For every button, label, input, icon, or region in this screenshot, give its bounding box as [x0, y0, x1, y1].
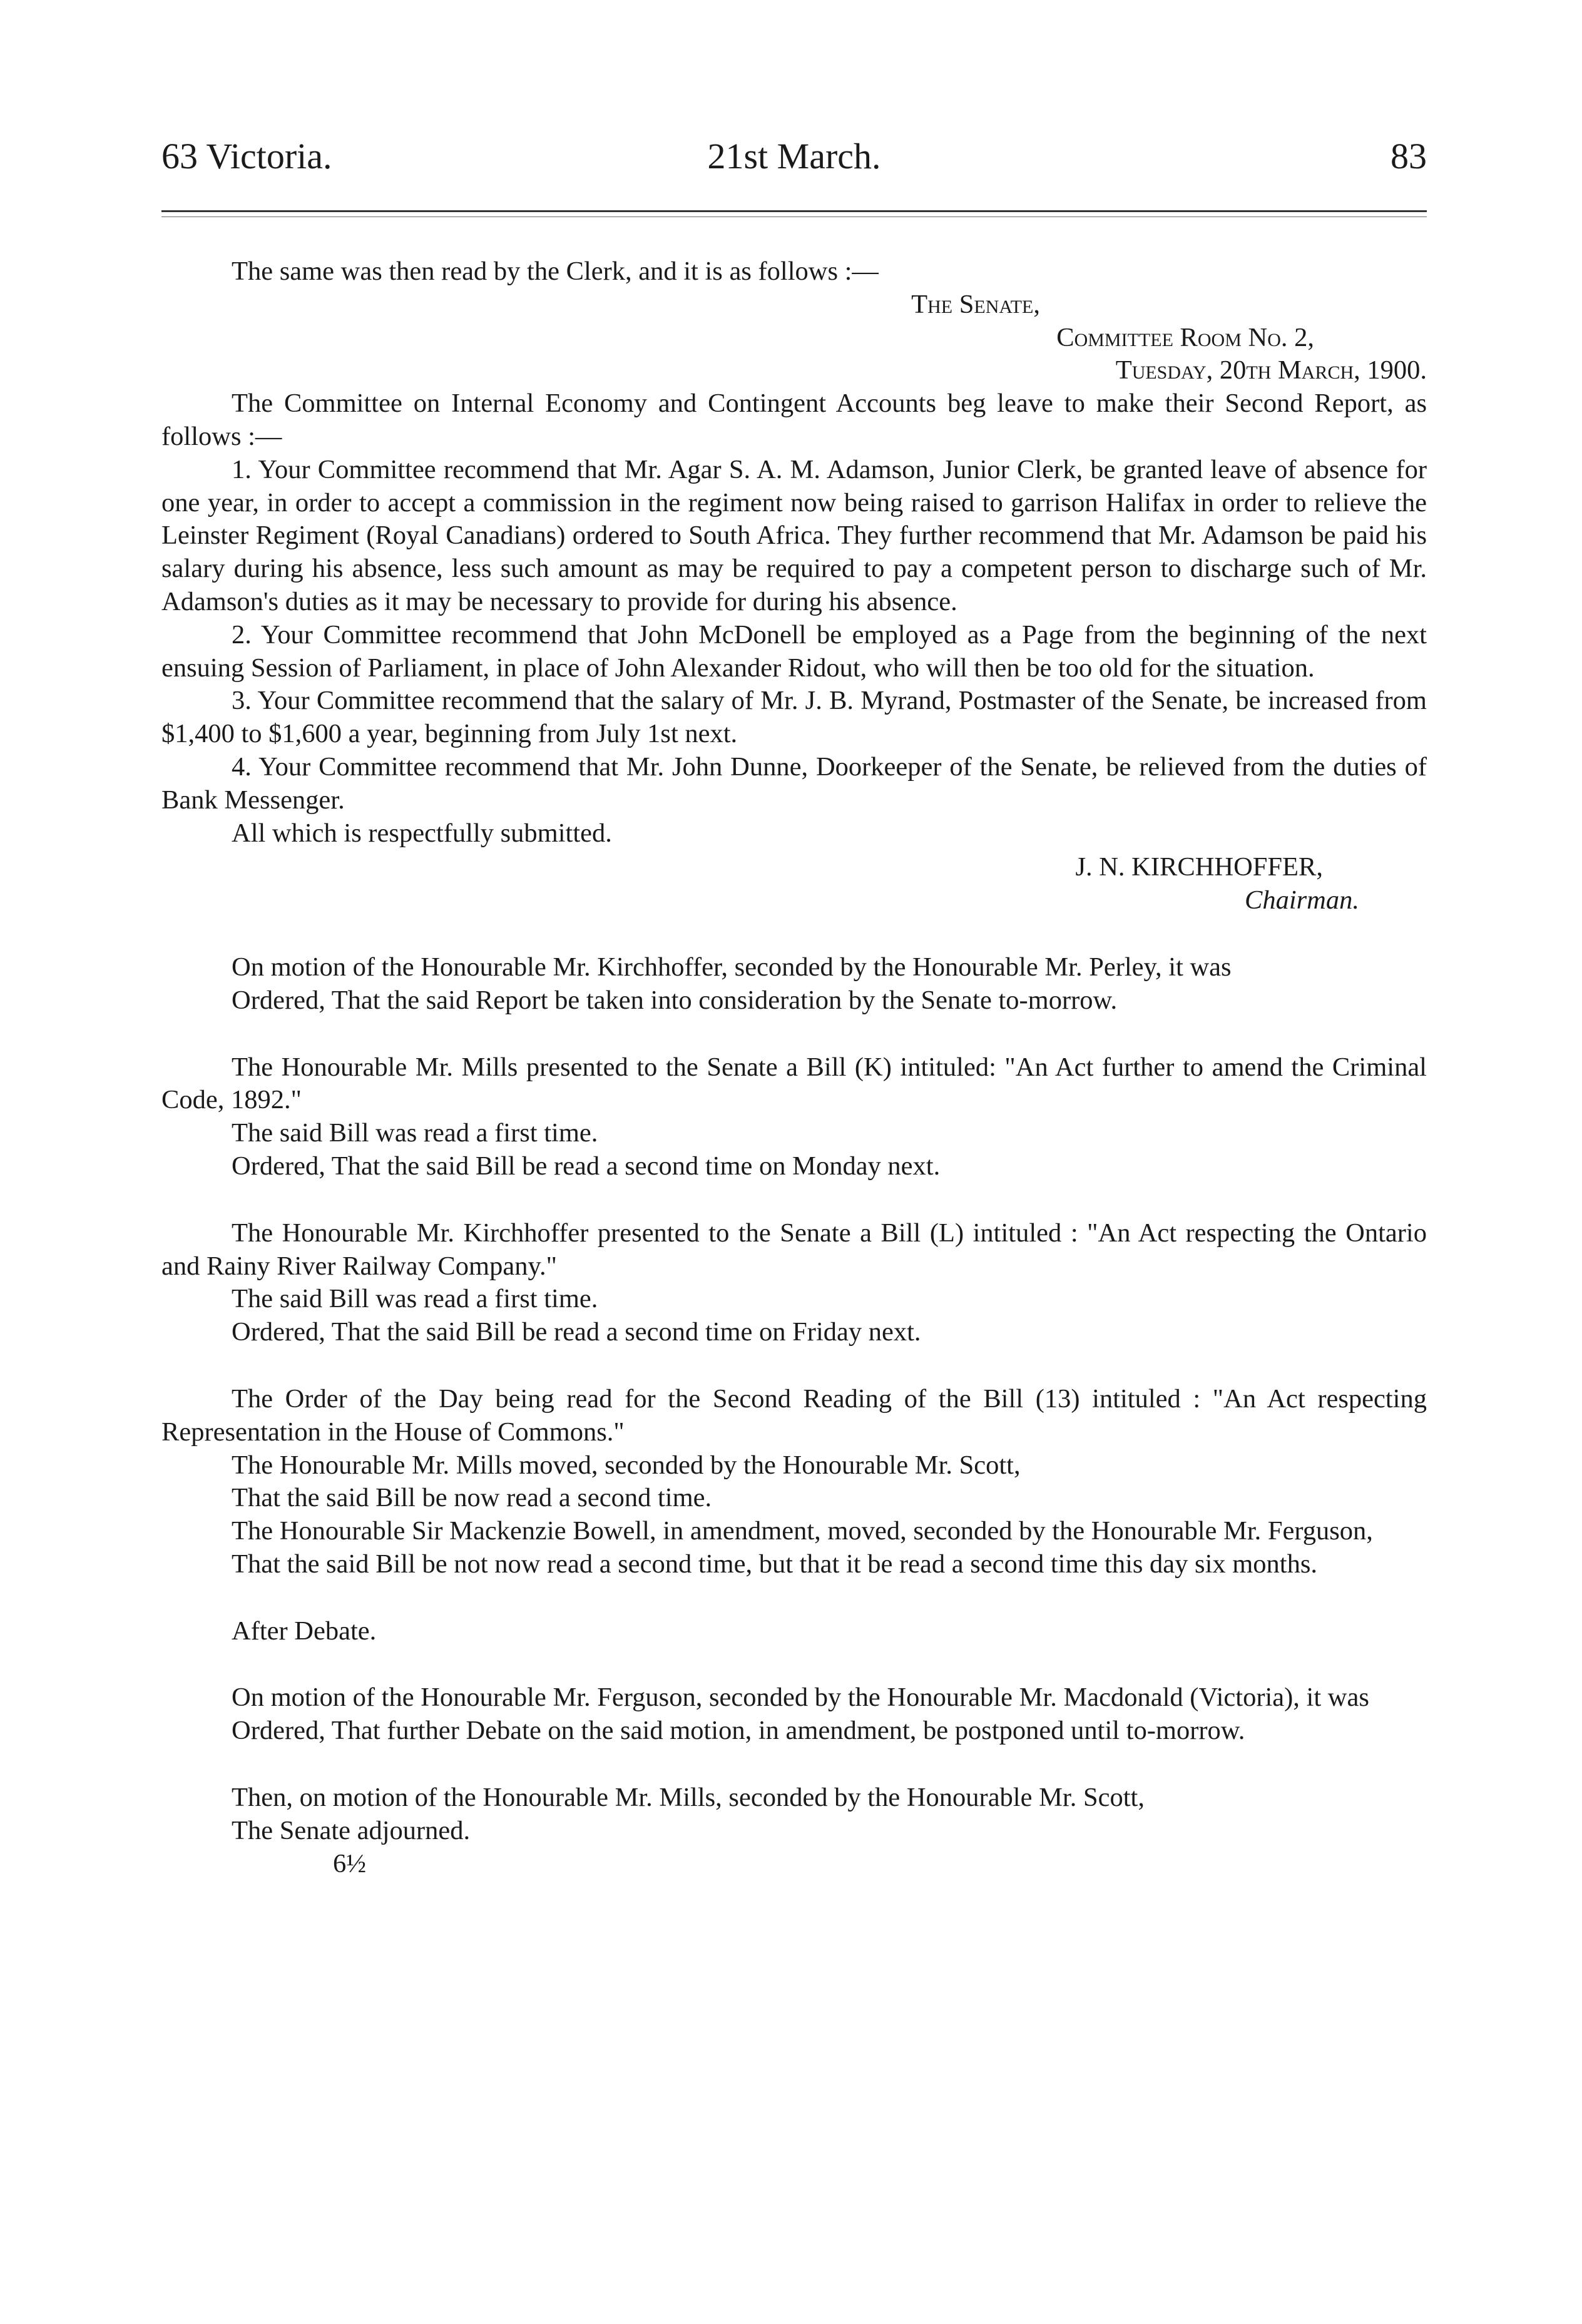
bill-l-read: The said Bill was read a first time. — [232, 1284, 598, 1314]
page — [161, 0, 1427, 2324]
report-item-3: 3. Your Committee recommend that the salary of Mr. J. B. Myrand, Postmaster of the Senate, be increased from $1,400 to $1,600 a year, beginning from July 1st next. — [161, 686, 1427, 749]
spacer — [161, 1748, 1427, 1781]
motion2-text: On motion of the Honourable Mr. Ferguson, seconded by the Honourable Mr. Macdonald (Victoria), it was — [232, 1683, 1369, 1713]
header-date: 21st March. — [707, 136, 881, 176]
motion2-ordered: Ordered, That further Debate on the said motion, in amendment, be postponed until to-morrow. — [232, 1716, 1245, 1746]
header-session: 63 Victoria. — [161, 136, 332, 176]
motion1-ordered: Ordered, That the said Report be taken into consideration by the Senate to-morrow. — [232, 985, 1118, 1015]
report-address — [161, 288, 1427, 387]
bill-l-ordered: Ordered, That the said Bill be read a second time on Friday next. — [232, 1317, 921, 1347]
adjourn-text: Then, on motion of the Honourable Mr. Mills, seconded by the Honourable Mr. Scott, — [232, 1783, 1145, 1813]
report-signer: J. N. KIRCHHOFFER, — [1075, 852, 1323, 882]
report-item-1: 1. Your Committee recommend that Mr. Agar S. A. M. Adamson, Junior Clerk, be granted leave of absence for one year, in order to accept a commission in the regiment now being raised to garrison Halifax in order to relieve the Leinster Regiment (Royal Canadians) ordered to South Africa. They further recommend that Mr. Adamson be paid his salary during his absence, less such amount as may be required to pay a competent person to discharge such of Mr. Adamson's duties as it may be necessary to provide for during his absence. — [161, 454, 1427, 616]
bill-k-read: The said Bill was read a first time. — [232, 1118, 598, 1148]
page-number: 83 — [1391, 136, 1427, 176]
spacer — [161, 1017, 1427, 1051]
spacer — [161, 1581, 1427, 1615]
report-opening: The Committee on Internal Economy and Contingent Accounts beg leave to make their Second Report, as follows :— — [161, 389, 1427, 451]
bill-k-text: The Honourable Mr. Mills presented to the Senate a Bill (K) intituled: "An Act further to amend the Criminal Code, 1892." — [161, 1052, 1427, 1115]
report-closing: All which is respectfully submitted. — [232, 818, 612, 848]
motion1-text: On motion of the Honourable Mr. Kirchhoffer, seconded by the Honourable Mr. Perley, it was — [232, 952, 1232, 982]
address-date: Tuesday, 20th March, 1900. — [1115, 355, 1427, 385]
bill-13-that: That the said Bill be now read a second time. — [232, 1483, 712, 1513]
header-rule — [161, 210, 1427, 212]
report-signer-title: Chairman. — [1244, 885, 1359, 915]
report-item-4: 4. Your Committee recommend that Mr. John Dunne, Doorkeeper of the Senate, be relieved from the duties of Bank Messenger. — [161, 752, 1427, 815]
bill-13-amend-text: That the said Bill be not now read a second time, but that it be read a second time this day six months. — [232, 1549, 1318, 1579]
address-room: Committee Room No. 2, — [1056, 322, 1314, 352]
bill-k-ordered: Ordered, That the said Bill be read a second time on Monday next. — [232, 1151, 941, 1181]
address-senate: The Senate, — [911, 289, 1040, 319]
printer-signature-mark: 6½ — [333, 1848, 367, 1878]
bill-13-text: The Order of the Day being read for the Second Reading of the Bill (13) intituled : "An Act respecting Representation in the House of Commons." — [161, 1384, 1427, 1447]
adjourn-result: The Senate adjourned. — [232, 1815, 471, 1845]
after-debate: After Debate. — [232, 1616, 377, 1646]
report-item-2: 2. Your Committee recommend that John McDonell be employed as a Page from the beginning of the next ensuing Session of Parliament, in place of John Alexander Ridout, who will then be too old for the situation. — [161, 619, 1427, 683]
document-body — [161, 255, 1427, 1880]
bill-l-text: The Honourable Mr. Kirchhoffer presented to the Senate a Bill (L) intituled : "An Act respecting the Ontario and Rainy River Railway Company." — [161, 1218, 1427, 1281]
intro-paragraph: The same was then read by the Clerk, and it is as follows :— — [232, 257, 879, 286]
spacer — [161, 1183, 1427, 1217]
spacer — [161, 917, 1427, 951]
spacer — [161, 1648, 1427, 1681]
bill-13-amendment: The Honourable Sir Mackenzie Bowell, in amendment, moved, seconded by the Honourable Mr. Ferguson, — [232, 1516, 1373, 1546]
running-header — [161, 131, 1427, 181]
bill-13-moved: The Honourable Mr. Mills moved, seconded by the Honourable Mr. Scott, — [232, 1450, 1021, 1480]
spacer — [161, 1349, 1427, 1383]
